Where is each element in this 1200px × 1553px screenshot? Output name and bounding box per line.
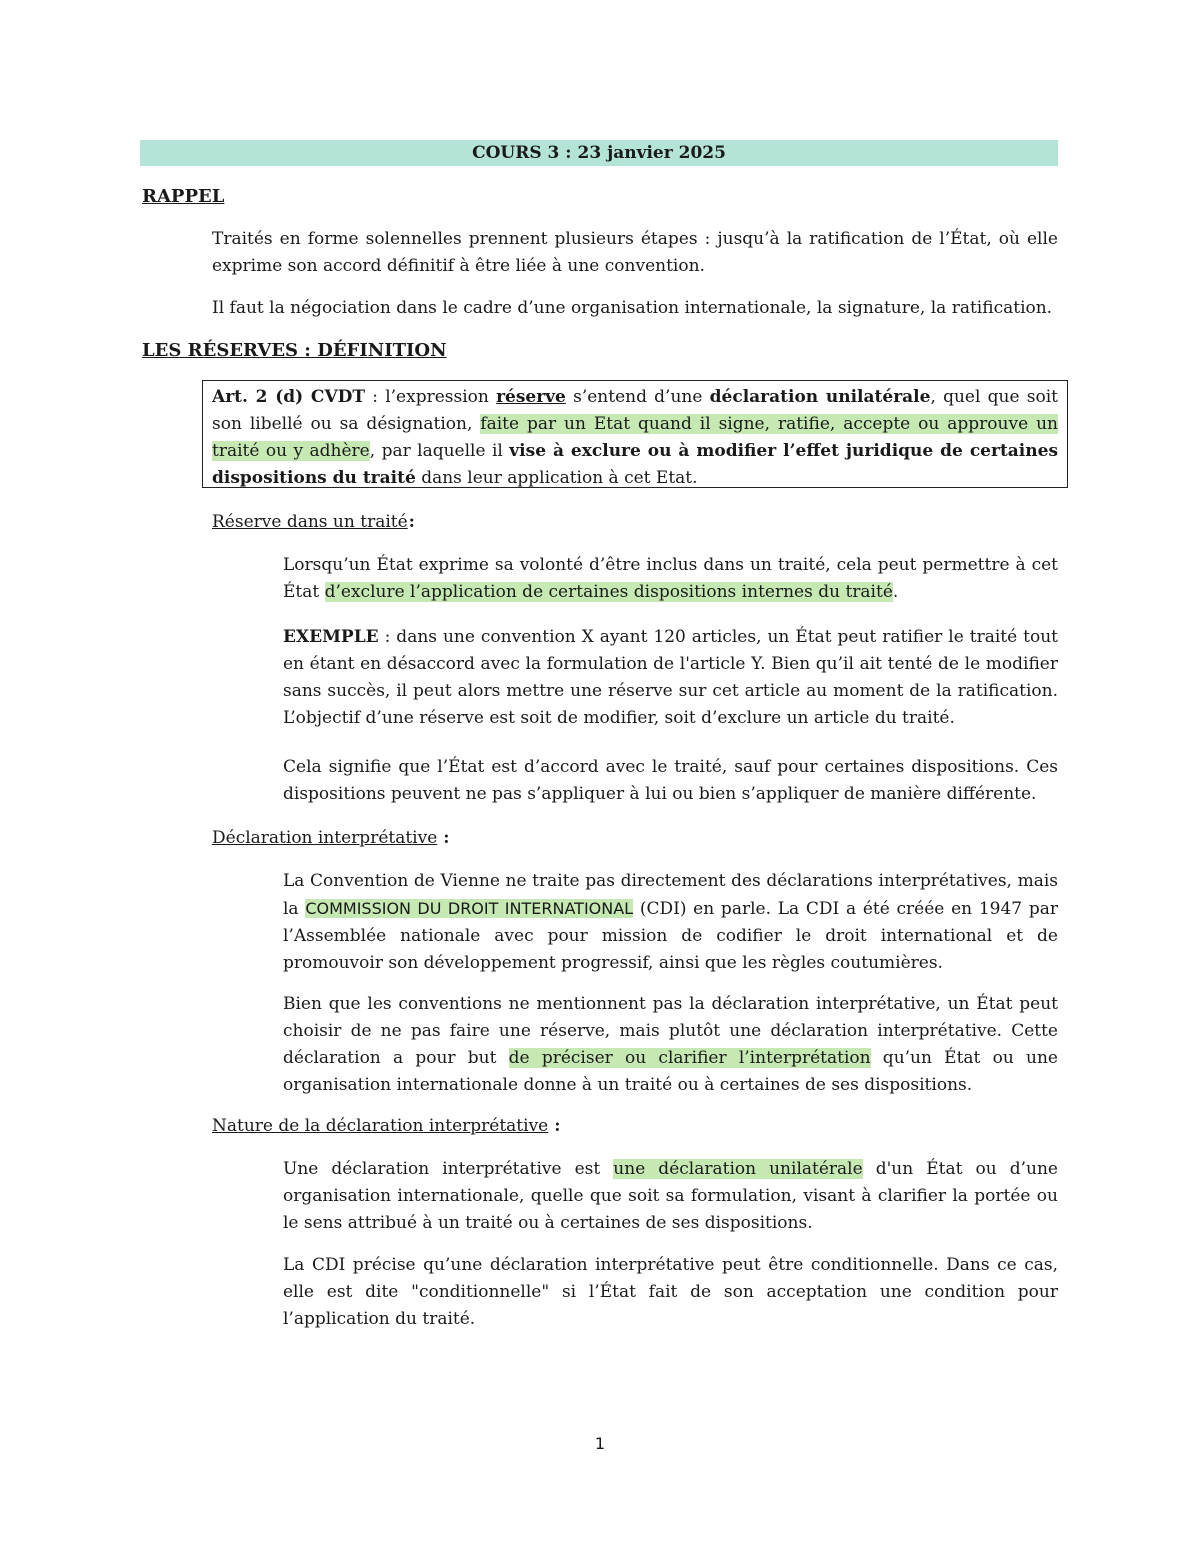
course-title: COURS 3 : 23 janvier 2025 xyxy=(140,140,1058,166)
term-declaration: déclaration unilatérale xyxy=(709,387,931,407)
declaration-heading: Déclaration interprétative : xyxy=(212,828,450,848)
nature-paragraph-1: Une déclaration interprétative est une déclaration unilatérale d'un État ou d’une organisation internationale, quelle que soit sa formulation, visant à clarifier la portée ou le sens attribué à un traité ou à certaines de ses dispositions. xyxy=(283,1159,1058,1233)
reserves-heading: LES RÉSERVES : DÉFINITION xyxy=(142,340,447,361)
highlight-exclure: d’exclure l’application de certaines dispositions internes du traité xyxy=(324,582,893,602)
page-number: 1 xyxy=(594,1434,606,1453)
highlight-unilaterale: une déclaration unilatérale xyxy=(613,1159,863,1179)
declaration-paragraph-2: Bien que les conventions ne mentionnent pas la déclaration interprétative, un État peut choisir de ne pas faire une réserve, mais plutôt une déclaration interprétative. Cette déclaration a pour but de préciser ou clarifier l’interprétation qu’un État ou une organisation internationale donne à un traité ou à certaines de ses dispositions. xyxy=(283,994,1058,1095)
emphasis-effect: vise à exclure ou à modifier l’effet juridique de certaines dispositions du traité xyxy=(212,441,1059,488)
article-reference: Art. 2 (d) CVDT xyxy=(212,387,366,407)
term-reserve: réserve xyxy=(496,387,566,407)
reserve-paragraph-3: Cela signifie que l’État est d’accord avec le traité, sauf pour certaines dispositions. Ces dispositions peuvent ne pas s’appliquer à lui ou bien s’appliquer de manière différente. xyxy=(283,757,1058,804)
example-paragraph: EXEMPLE : dans une convention X ayant 120 articles, un État peut ratifier le traité tout en étant en désaccord avec la formulation de l'article Y. Bien qu’il ait tenté de le modifier sans succès, il peut alors mettre une réserve sur cet article au moment de la ratification. L’objectif d’une réserve est soit de modifier, soit d’exclure un article du traité. xyxy=(283,627,1058,728)
highlight-signature: faite par un Etat quand il signe, ratifie, accepte ou approuve un traité ou y adhère xyxy=(212,414,1058,461)
declaration-paragraph-1: La Convention de Vienne ne traite pas directement des déclarations interprétatives, mais la COMMISSION DU DROIT INTERNATIONAL (CDI) en parle. La CDI a été créée en 1947 par l’Assemblée nationale avec pour mission de codifier le droit international et de promouvoir son développement progressif, ainsi que les règles coutumières. xyxy=(283,871,1058,973)
nature-heading: Nature de la déclaration interprétative : xyxy=(212,1116,561,1136)
highlight-cdi: COMMISSION DU DROIT INTERNATIONAL xyxy=(305,899,634,918)
rappel-paragraph-2: Il faut la négociation dans le cadre d’une organisation internationale, la signature, la ratification. xyxy=(212,298,1053,318)
nature-paragraph-2: La CDI précise qu’une déclaration interprétative peut être conditionnelle. Dans ce cas, elle est dite "conditionnelle" si l’État fait de son acceptation une condition pour l’application du traité. xyxy=(283,1255,1058,1329)
rappel-paragraph-1: Traités en forme solennelles prennent plusieurs étapes : jusqu’à la ratification de l’État, où elle exprime son accord définitif à être liée à une convention. xyxy=(212,229,1058,276)
example-label: EXEMPLE xyxy=(283,627,379,647)
highlight-preciser: de préciser ou clarifier l’interprétation xyxy=(508,1048,871,1068)
reserve-paragraph-1: Lorsqu’un État exprime sa volonté d’être inclus dans un traité, cela peut permettre à cet État d’exclure l’application de certaines dispositions internes du traité. xyxy=(283,555,1058,602)
cvdt-definition-box: Art. 2 (d) CVDT : l’expression réserve s’entend d’une déclaration unilatérale, quel que soit son libellé ou sa désignation, faite par un Etat quand il signe, ratifie, accepte ou approuve un traité ou y adhère, par laquelle il vise à exclure ou à modifier l’effet juridique de certaines dispositions du traité dans leur application à cet Etat. xyxy=(202,380,1068,488)
reserve-traite-heading: Réserve dans un traité: xyxy=(212,512,415,532)
rappel-heading: RAPPEL xyxy=(142,186,225,207)
